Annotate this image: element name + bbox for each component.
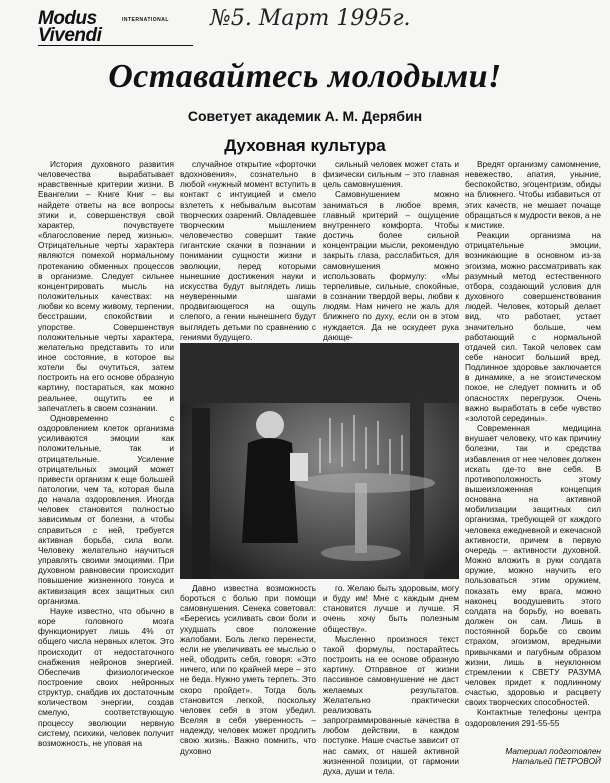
article-column-2-bottom (180, 583, 316, 779)
article-photo (180, 343, 459, 579)
contact-phones: Контактные телефоны центра оздоровления 291-55-55 (465, 707, 601, 728)
photo-illustration (180, 343, 459, 579)
paragraph: Давно известна возможность бороться с болью при помощи самовнушения. Сенека советовал: «Берегись усиливать свои боли и ухудшать свое положение жалобами. Боль легко перенести, если не увеличивать ее мыслью о ней, ободрить себя, говоря: «Это ничего, или по крайней мере – это не беда. Нужно уметь терпеть. Это скоро пройдет». Тогда боль становится легкой, поскольку человек себя в этом убедил. Вселяя в себя уверенность – надежду, человек может продлить свою жизнь. Важно помнить, что духовно (180, 583, 316, 756)
masthead-logo-small-text: INTERNATIONAL (122, 17, 169, 23)
paragraph: Одновременно с оздоровлением клеток организма усиливаются эмоции как положительные, так и отрицательные. Усиление отрицательных эмоций может привести организм к еще большей патологии, чем та, которая была до начала оздоровления. Иногда человек становится полностью зависимым от болезни, а чтобы справиться с ней, требуется активная борьба, сила воли. Человеку желательно научиться управлять своими эмоциями. При духовном равновесии происходит повышение жизненного тонуса и активизация всех защитных сил организма. (38, 412, 174, 606)
paragraph: Вредят организму самомнение, невежество, апатия, уныние, беспокойство, эгоцентризм, обиды на ближнего. Чтобы избавиться от этих качеств, не мешает почаще обращаться к мудрости веков, а не к мистике. (465, 159, 601, 230)
author-credit: Материал подготовлен Натальей ПЕТРОВОЙ (505, 746, 601, 766)
article-column-1 (38, 159, 174, 779)
masthead-logo-modus: Modus (38, 8, 97, 29)
paragraph: Науке известно, что обычно в коре головного мозга функционирует лишь 4% от общего числа нервных клеток. Это происходит от недостаточного снабжения нейронов энергией. Обеспечив физиологическое построение своих нейронных структур, снабдив их достаточным количеством энергии, создав смелую, соответствующую процессу эволюции нервную систему, психики, человек получит возможность, не уповая на (38, 605, 174, 748)
article-headline: Оставайтесь молодыми! (108, 58, 502, 95)
paragraph: сильный человек может стать и физически сильным – это главная цель самовнушения. (323, 159, 459, 190)
article-column-3-top (323, 159, 459, 342)
article-column-2-top (180, 159, 316, 342)
paragraph: Самовнушением можно заниматься в любое время, главный критерий – ощущение внутреннего комфорта. Чтобы достичь более сильной концентрации мысли, рекомендую закрыть глаза, расслабиться, для самовнушения можно использовать формулу: «Мы терпеливые, сильные, спокойные, в сознании твердой веры, любви к людям. Нам ничего не жаль для ближнего по духу, если он в этом нуждается. Да не оскудеет рука дающе- (323, 189, 459, 342)
section-title: Духовная культура (224, 136, 386, 155)
article-column-3-bottom (323, 583, 459, 779)
article-column-4 (465, 159, 601, 744)
paragraph: Реакции организма на отрицательные эмоции, возникающие в основном из-за эгоизма, можно рассматривать как разумный метод естественного отбора, создающий условия для духовного совершенствования людей. Человек, который делает вид, что работает, устает значительно больше, чем работающий с нормальной отдачей сил. Такой человек сам себе наносит больший вред. Подлинное здоровье заключается в динамике, а не эгоистическом покое, не следует помнить и об опасностях перегрузок. Очень важно выработать в себе чувство «золотой середины». (465, 230, 601, 423)
masthead-logo-vivendi: Vivendi (38, 25, 102, 46)
article-byline: Советует академик А. М. Дерябин (187, 108, 423, 124)
issue-handwritten-date: №5. Март 1995г. (210, 6, 411, 31)
paragraph: го. Желаю быть здоровым, могу и буду им! Мне с каждым днем становится лучше и лучше. Я очень хочу быть полезным обществу». (323, 583, 459, 634)
paragraph: Современная медицина внушает человеку, что как причину болезни, так и средства избавления от нее человек должен искать где-то вне себя. В противоположность этому вышеизложенная концепция основана на активной мобилизации защитных сил организма, требующей от каждого человека ежедневной и ежечасной активности, причем в первую очередь – активности духовной. Можно вложить в руки солдата оружие, можно научить его пользоваться этим оружием, показать ему врага, можно наконец воодушевить этого солдата на борьбу, но воевать должен он сам. Лишь в постоянной борьбе со своим страхом, эгоизмом, вредными привычками и пагубным образом жизни, лишь в неуклонном стремлении к СВЕТУ РАЗУМА человек придет к подлинному счастью, здоровью и расцвету своих творческих способностей. (465, 423, 601, 708)
masthead-rule (38, 45, 193, 46)
paragraph: Мысленно произнося текст такой формулы, постарайтесь построить на ее основе образную картину. Отправное от жизни пассивное самовнушение не даст желаемых результатов. Желательно практически реализовать запрограммированные качества в любом действии, в каждом поступке. Наше счастье зависит от нас самих, от нашей активной жизненной позиции, от гармонии духа, души и тела. (323, 633, 459, 776)
paragraph: случайное открытие «форточки вдохновения», сознательно в любой «нужный момент вступить в контакт с интуицией и смело взлететь к небывалым высотам творческих озарений. Овладевшее творческим мышлением человечество совершит такие гигантские скачки в познании и понимании сущности жизни и эволюции, перед которыми нынешние достижения науки и искусства будут выглядеть лишь неуверенными шагами продвигающегося на ощупь слепого, а гении нынешнего будут выглядеть детьми по сравнению с гениями будущего. (180, 159, 316, 342)
paragraph: История духовного развития человечества вырабатывает нравственные критерии жизни. В Евангелии – Книге Книг – вы найдете ответы на все вопросы этики и, совершенствуя свой характер, почувствуете «благословение перед жизнью». Отрицательные черты характера являются помехой нормальному протеканию обменных процессов в организме. Следует сильнее концентрировать мысль на положительных качествах: на любви ко всему живому, терпении, бесстрашии, спокойствии и упорстве. Совершенствуя положительные черты характера, желательно представить то или иное состояние, в которое вы хотели бы очутиться, затем построить на его основе образную картину, постараться, как можно реальнее, ощутить ее и запечатлеть в своем сознании. (38, 159, 174, 413)
